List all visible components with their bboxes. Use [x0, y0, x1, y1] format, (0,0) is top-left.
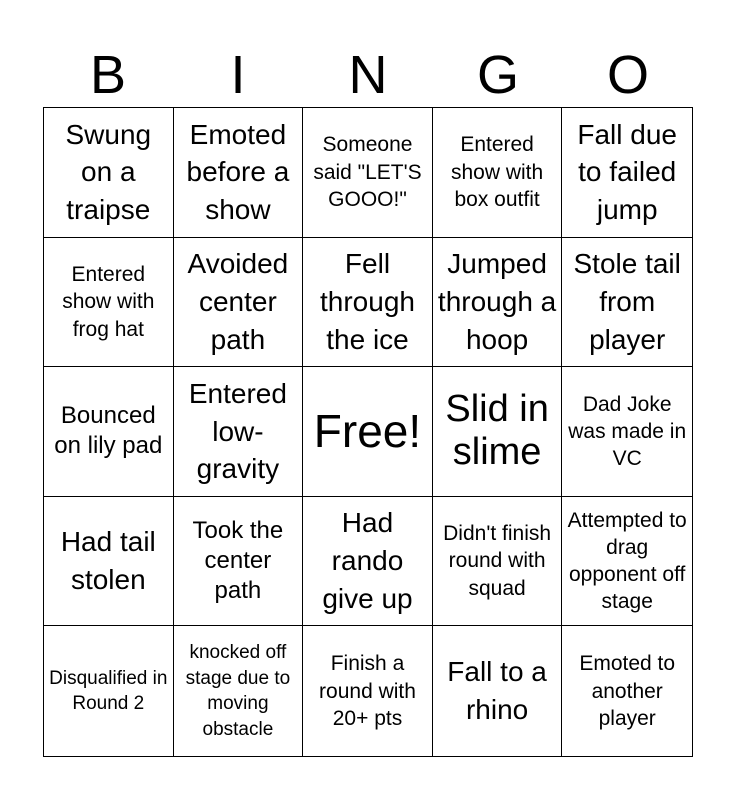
bingo-cell[interactable]: [433, 108, 563, 238]
bingo-cell[interactable]: [44, 497, 174, 627]
bingo-cell[interactable]: [433, 626, 563, 756]
free-space-cell[interactable]: [303, 367, 433, 497]
cell-label: Disqualified in Round 2: [49, 667, 168, 715]
cell-label: Fall to a rhino: [447, 656, 547, 726]
header-letter-i: I: [230, 45, 246, 105]
bingo-cell[interactable]: [433, 497, 563, 627]
cell-label: Jumped through a hoop: [437, 248, 557, 355]
bingo-cell[interactable]: [174, 367, 304, 497]
cell-label: Swung on a traipse: [65, 118, 152, 226]
cell-label: Avoided center path: [187, 248, 289, 355]
bingo-cell[interactable]: [44, 367, 174, 497]
bingo-cell[interactable]: [303, 108, 433, 238]
header-letter-o: O: [606, 45, 649, 105]
cell-label: Fall due to failed jump: [577, 118, 677, 226]
cell-label: Didn't finish round with squad: [443, 522, 552, 600]
cell-label: Someone said "LET'S GOOO!": [313, 133, 422, 211]
header-letter-b: B: [89, 45, 127, 105]
cell-label: Emoted before a show: [186, 118, 290, 226]
bingo-cell[interactable]: [562, 626, 692, 756]
bingo-cell[interactable]: [433, 238, 563, 368]
bingo-cell[interactable]: [44, 626, 174, 756]
bingo-cell[interactable]: [433, 367, 563, 497]
bingo-cell[interactable]: [44, 238, 174, 368]
cell-label: Dad Joke was made in VC: [568, 392, 687, 471]
cell-label: Had rando give up: [322, 507, 413, 614]
cell-label: Took the center path: [192, 517, 284, 605]
bingo-cell[interactable]: [562, 238, 692, 368]
cell-label: Bounced on lily pad: [54, 402, 163, 460]
cell-label: Entered show with box outfit: [450, 133, 544, 211]
cell-label: Emoted to another player: [579, 652, 676, 730]
bingo-cell[interactable]: [303, 626, 433, 756]
cell-label: Free!: [313, 405, 422, 458]
bingo-cell[interactable]: [174, 238, 304, 368]
bingo-cell[interactable]: [562, 108, 692, 238]
bingo-header: [43, 44, 693, 106]
cell-label: Slid in slime: [445, 387, 549, 474]
bingo-cell[interactable]: [303, 497, 433, 627]
bingo-cell[interactable]: [174, 108, 304, 238]
bingo-cell[interactable]: [303, 238, 433, 368]
header-letter-n: N: [348, 45, 388, 105]
header-letter-g: G: [476, 45, 519, 105]
cell-label: Finish a round with 20+ pts: [319, 652, 416, 730]
cell-label: Attempted to drag opponent off stage: [567, 508, 687, 614]
cell-label: Stole tail from player: [573, 248, 681, 355]
bingo-cell[interactable]: [562, 497, 692, 627]
cell-label: Entered low-gravity: [188, 377, 287, 485]
cell-label: Fell through the ice: [320, 248, 415, 355]
bingo-cell[interactable]: [562, 367, 692, 497]
cell-label: Entered show with frog hat: [62, 262, 155, 341]
bingo-cell[interactable]: [174, 497, 304, 627]
cell-label: Had tail stolen: [60, 526, 156, 596]
bingo-board: [43, 107, 693, 757]
cell-label: knocked off stage due to moving obstacle: [185, 641, 291, 740]
bingo-cell[interactable]: [174, 626, 304, 756]
bingo-cell[interactable]: [44, 108, 174, 238]
